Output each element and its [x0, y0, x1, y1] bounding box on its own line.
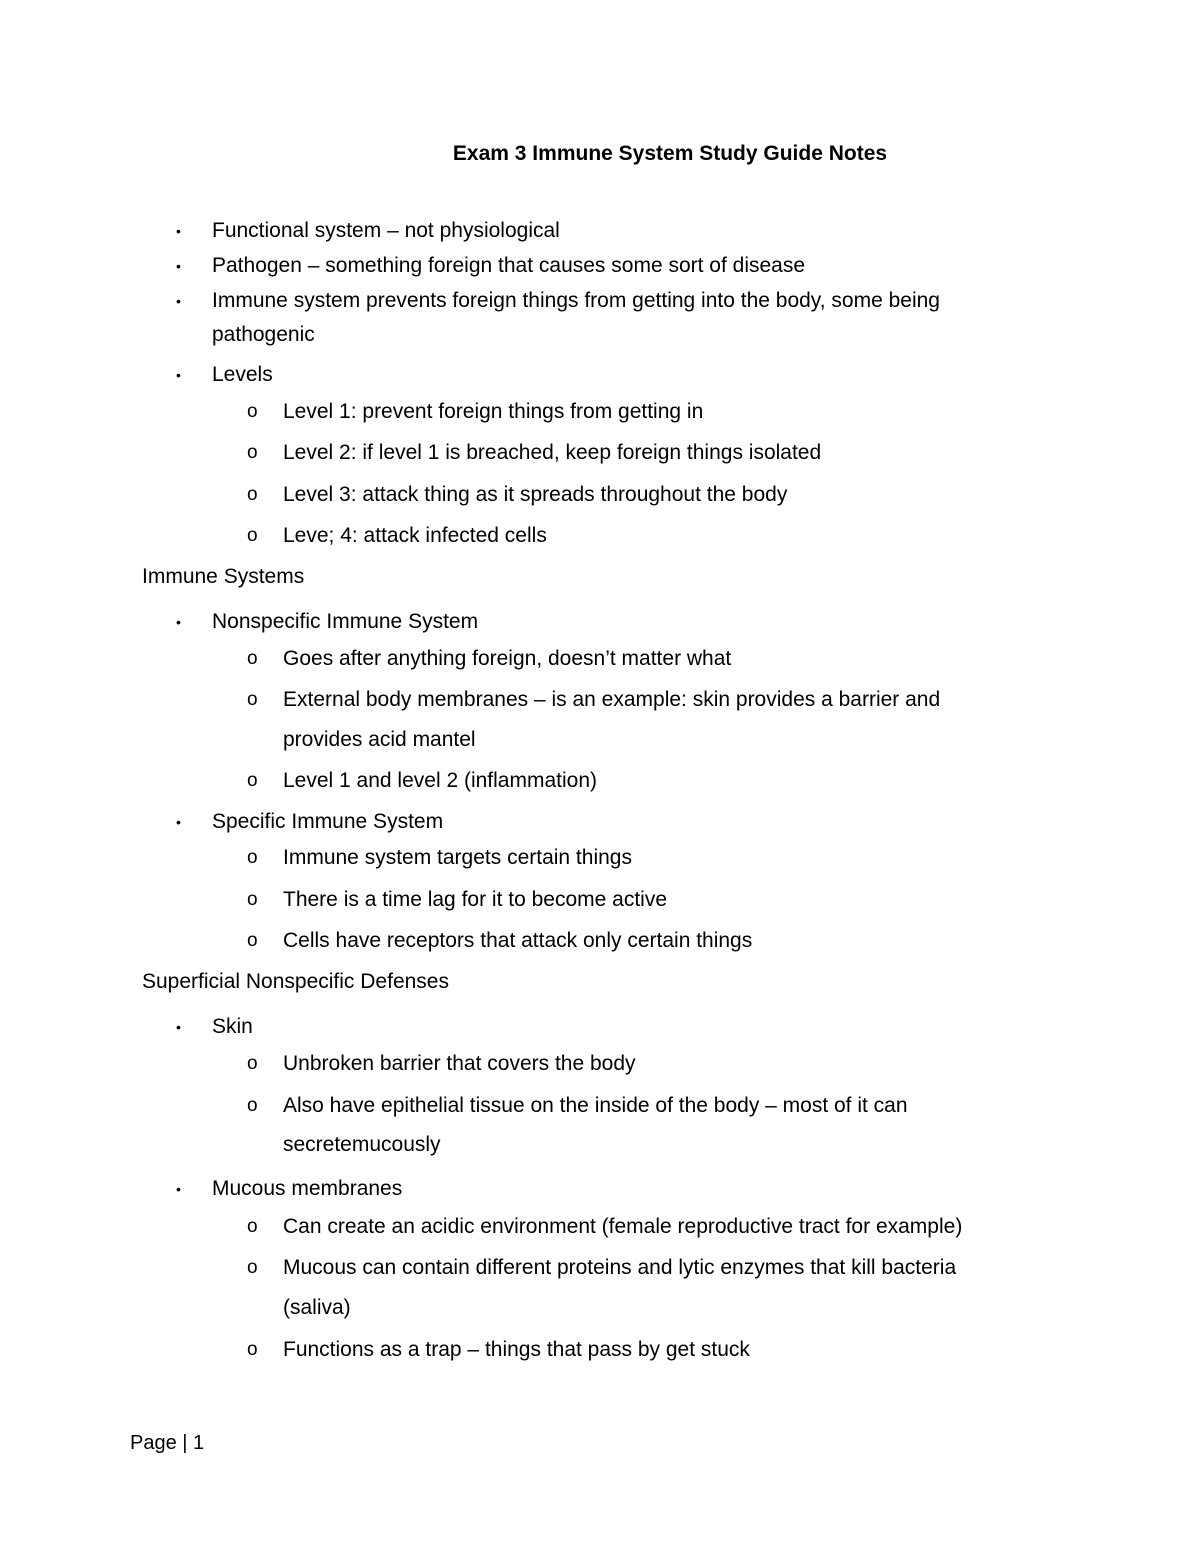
sub-list-item: Cells have receptors that attack only certain things: [283, 929, 753, 952]
page-number: Page | 1: [130, 1432, 205, 1454]
list-item: Functional system – not physiological: [212, 219, 560, 242]
sub-bullet-marker: o: [247, 770, 258, 791]
list-item: Mucous membranes: [212, 1177, 403, 1200]
sub-list-item: Functions as a trap – things that pass by get stuck: [283, 1338, 750, 1361]
list-item: Specific Immune System: [212, 810, 444, 833]
document-title: Exam 3 Immune System Study Guide Notes: [452, 142, 888, 165]
sub-list-item: Leve; 4: attack infected cells: [283, 524, 547, 547]
section-heading: Immune Systems: [142, 565, 305, 588]
sub-list-item: Immune system targets certain things: [283, 846, 632, 869]
sub-bullet-marker: o: [247, 689, 258, 710]
sub-list-item-continuation: (saliva): [283, 1296, 351, 1319]
list-item: Skin: [212, 1015, 253, 1038]
bullet-marker: •: [176, 258, 181, 274]
sub-bullet-marker: o: [247, 442, 258, 463]
list-item: Pathogen – something foreign that causes some sort of disease: [212, 254, 806, 277]
bullet-marker: •: [176, 293, 181, 309]
bullet-marker: •: [176, 1019, 181, 1035]
sub-bullet-marker: o: [247, 889, 258, 910]
sub-list-item: Unbroken barrier that covers the body: [283, 1052, 636, 1075]
sub-list-item: Can create an acidic environment (female reproductive tract for example): [283, 1215, 963, 1238]
list-item: Levels: [212, 363, 273, 386]
list-item-continuation: pathogenic: [212, 323, 315, 346]
sub-bullet-marker: o: [247, 847, 258, 868]
bullet-marker: •: [176, 223, 181, 239]
sub-bullet-marker: o: [247, 1216, 258, 1237]
list-item: Nonspecific Immune System: [212, 610, 479, 633]
sub-list-item: There is a time lag for it to become active: [283, 888, 667, 911]
sub-bullet-marker: o: [247, 401, 258, 422]
sub-list-item: Level 3: attack thing as it spreads throughout the body: [283, 483, 788, 506]
list-item: Immune system prevents foreign things from getting into the body, some being: [212, 289, 940, 312]
bullet-marker: •: [176, 367, 181, 383]
sub-list-item: External body membranes – is an example: skin provides a barrier and: [283, 688, 941, 711]
sub-bullet-marker: o: [247, 525, 258, 546]
sub-bullet-marker: o: [247, 930, 258, 951]
sub-bullet-marker: o: [247, 1053, 258, 1074]
sub-list-item-continuation: secretemucously: [283, 1133, 441, 1156]
sub-list-item: Level 2: if level 1 is breached, keep foreign things isolated: [283, 441, 822, 464]
sub-bullet-marker: o: [247, 1095, 258, 1116]
bullet-marker: •: [176, 614, 181, 630]
sub-list-item: Level 1 and level 2 (inflammation): [283, 769, 597, 792]
sub-list-item: Mucous can contain different proteins and lytic enzymes that kill bacteria: [283, 1256, 957, 1279]
sub-bullet-marker: o: [247, 484, 258, 505]
sub-list-item: Level 1: prevent foreign things from getting in: [283, 400, 704, 423]
sub-bullet-marker: o: [247, 648, 258, 669]
sub-list-item-continuation: provides acid mantel: [283, 728, 476, 751]
sub-list-item: Also have epithelial tissue on the inside of the body – most of it can: [283, 1094, 908, 1117]
section-heading: Superficial Nonspecific Defenses: [142, 970, 449, 993]
sub-bullet-marker: o: [247, 1339, 258, 1360]
bullet-marker: •: [176, 1181, 181, 1197]
sub-list-item: Goes after anything foreign, doesn’t matter what: [283, 647, 732, 670]
sub-bullet-marker: o: [247, 1257, 258, 1278]
bullet-marker: •: [176, 814, 181, 830]
